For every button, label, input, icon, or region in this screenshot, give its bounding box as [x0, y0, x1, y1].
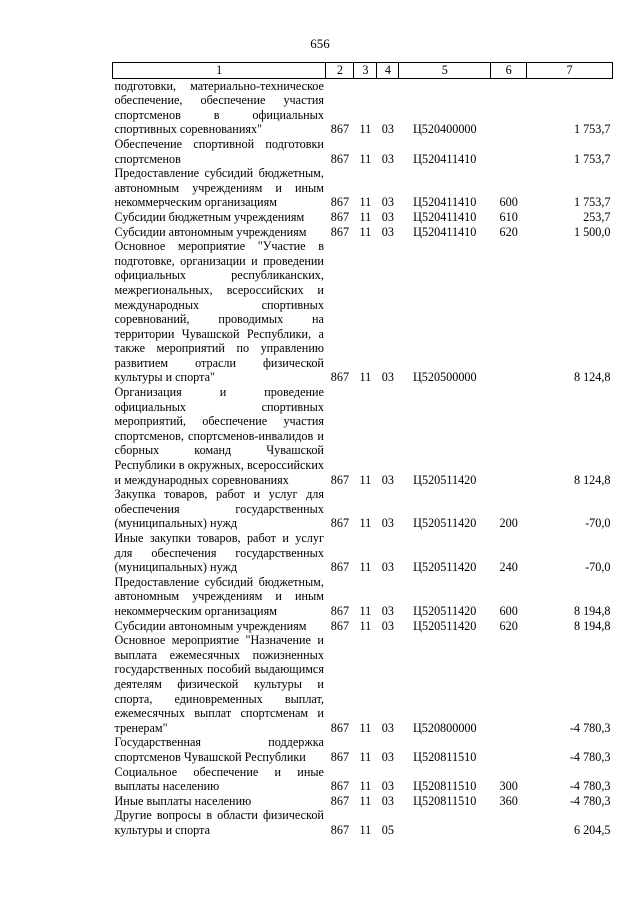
- row-subsection-code: 03: [381, 516, 394, 531]
- table-header: [113, 63, 613, 79]
- row-amount: 8 124,8: [573, 472, 611, 487]
- row-name: Предоставление субсидий бюджетным, автономным учреждениям и иным некоммерческим организациям: [114, 574, 324, 618]
- table-row: [113, 239, 613, 385]
- table-row: [113, 575, 613, 619]
- row-name: Основное мероприятие "Назначение и выплата ежемесячных пожизненных государственных пособий выдающимся деятелям физической культуры и спорта, единовременных выплат, ежемесячных выплат спортсменам и тренерам": [114, 633, 324, 735]
- table-row: [113, 385, 613, 487]
- row-target-article: Ц520511420: [413, 618, 477, 633]
- table-row: [113, 487, 613, 531]
- row-section-code: 11: [359, 618, 372, 633]
- row-name: Обеспечение спортивной подготовки спортсменов: [114, 136, 324, 166]
- row-grbs-code: 867: [330, 209, 350, 224]
- table-row: [113, 137, 613, 166]
- row-expense-type: 620: [499, 224, 518, 239]
- row-target-article: Ц520511420: [413, 603, 477, 618]
- row-amount: 8 124,8: [573, 370, 611, 385]
- row-target-article: Ц520500000: [412, 370, 477, 385]
- row-amount: -4 780,3: [569, 749, 611, 764]
- row-grbs-code: 867: [330, 195, 350, 210]
- row-expense-type: [491, 137, 527, 166]
- row-subsection-code: 03: [381, 720, 394, 735]
- row-expense-type: [491, 633, 527, 735]
- page-number: 656: [310, 36, 330, 51]
- row-name: Субсидии автономным учреждениям: [114, 618, 307, 633]
- row-subsection-code: 03: [381, 603, 394, 618]
- table-row: [113, 794, 613, 809]
- row-grbs-code: 867: [330, 224, 350, 239]
- table-row: [113, 225, 613, 240]
- row-target-article: [399, 808, 491, 837]
- table-row: [113, 808, 613, 837]
- row-amount: 8 194,8: [573, 618, 611, 633]
- row-subsection-code: 03: [381, 151, 394, 166]
- row-subsection-code: 03: [381, 560, 394, 575]
- row-subsection-code: 03: [381, 370, 394, 385]
- row-subsection-code: 05: [381, 822, 394, 837]
- row-section-code: 11: [359, 209, 372, 224]
- row-target-article: Ц520411410: [413, 195, 477, 210]
- table-row: [113, 619, 613, 634]
- table-row: [113, 531, 613, 575]
- row-section-code: 11: [359, 472, 372, 487]
- header-col-5: 5: [399, 63, 491, 79]
- row-grbs-code: 867: [330, 749, 350, 764]
- row-target-article: Ц520811510: [413, 749, 477, 764]
- row-expense-type: [491, 808, 527, 837]
- row-grbs-code: 867: [330, 560, 350, 575]
- row-subsection-code: 03: [381, 122, 394, 137]
- row-target-article: Ц520511420: [413, 516, 477, 531]
- row-section-code: 11: [359, 516, 372, 531]
- header-col-1: 1: [113, 63, 326, 79]
- row-expense-type: [491, 78, 527, 137]
- row-name: Организация и проведение официальных спортивных мероприятий, обеспечение участия спортсменов, спортсменов-инвалидов и сборных команд Чувашской Республики в окружных, всероссийских и международных соревнованиях: [114, 385, 324, 487]
- row-section-code: 11: [359, 122, 372, 137]
- row-target-article: Ц520411410: [413, 151, 477, 166]
- row-amount: 1 753,7: [573, 195, 611, 210]
- row-expense-type: 610: [499, 209, 518, 224]
- row-target-article: Ц520800000: [412, 720, 477, 735]
- row-expense-type: [491, 385, 527, 487]
- row-subsection-code: 03: [381, 779, 394, 794]
- table-row: [113, 166, 613, 210]
- row-grbs-code: 867: [330, 151, 350, 166]
- row-grbs-code: 867: [330, 603, 350, 618]
- row-name: подготовки, материально-техническое обеспечение, обеспечение участия спортсменов в официальных спортивных соревнованиях": [114, 78, 324, 137]
- row-subsection-code: 03: [381, 209, 394, 224]
- row-section-code: 11: [359, 822, 372, 837]
- header-col-3: 3: [354, 63, 377, 79]
- table-row: [113, 735, 613, 764]
- row-target-article: Ц520511420: [413, 560, 477, 575]
- row-grbs-code: 867: [330, 618, 350, 633]
- row-section-code: 11: [359, 151, 372, 166]
- row-amount: 1 753,7: [573, 122, 611, 137]
- row-amount: 1 753,7: [573, 151, 611, 166]
- row-grbs-code: 867: [330, 370, 350, 385]
- row-expense-type: 240: [499, 560, 518, 575]
- budget-table: [112, 62, 613, 837]
- row-target-article: Ц520811510: [413, 793, 477, 808]
- row-amount: -4 780,3: [569, 720, 611, 735]
- row-grbs-code: 867: [330, 472, 350, 487]
- row-amount: 8 194,8: [573, 603, 611, 618]
- header-col-7: 7: [527, 63, 613, 79]
- table-body: [113, 78, 613, 837]
- row-amount: -4 780,3: [569, 793, 611, 808]
- row-target-article: Ц520811510: [413, 779, 477, 794]
- row-section-code: 11: [359, 224, 372, 239]
- row-subsection-code: 03: [381, 618, 394, 633]
- row-amount: -70,0: [585, 516, 611, 531]
- row-name: Субсидии бюджетным учреждениям: [114, 209, 305, 224]
- row-section-code: 11: [359, 749, 372, 764]
- row-section-code: 11: [359, 779, 372, 794]
- row-name: Закупка товаров, работ и услуг для обеспечения государственных (муниципальных) нужд: [114, 487, 324, 531]
- row-name: Предоставление субсидий бюджетным, автономным учреждениям и иным некоммерческим организациям: [114, 166, 324, 210]
- row-target-article: Ц520411410: [413, 224, 477, 239]
- row-grbs-code: 867: [330, 779, 350, 794]
- row-amount: 253,7: [583, 209, 611, 224]
- row-name: Государственная поддержка спортсменов Чувашской Республики: [114, 735, 324, 764]
- row-expense-type: 600: [499, 603, 518, 618]
- row-amount: 1 500,0: [573, 224, 611, 239]
- header-col-2: 2: [326, 63, 354, 79]
- row-name: Основное мероприятие "Участие в подготовке, организации и проведении официальных республиканских, межрегиональных, всероссийских и международных спортивных соревнований, проводимых на территории Чувашской Республики, а также мероприятий по управлению развитием отрасли физической культуры и спорта": [114, 239, 324, 385]
- row-name: Другие вопросы в области физической культуры и спорта: [114, 808, 324, 837]
- row-section-code: 11: [359, 560, 372, 575]
- row-name: Иные закупки товаров, работ и услуг для обеспечения государственных (муниципальных) нужд: [114, 531, 324, 575]
- table-row: [113, 210, 613, 225]
- row-name: Социальное обеспечение и иные выплаты населению: [114, 764, 324, 794]
- row-section-code: 11: [359, 603, 372, 618]
- row-subsection-code: 03: [381, 195, 394, 210]
- row-expense-type: 300: [499, 779, 518, 794]
- table-row: [113, 78, 613, 137]
- header-col-4: 4: [377, 63, 399, 79]
- row-section-code: 11: [359, 195, 372, 210]
- row-expense-type: 600: [499, 195, 518, 210]
- row-amount: -4 780,3: [569, 779, 611, 794]
- row-section-code: 11: [359, 720, 372, 735]
- row-target-article: Ц520511420: [413, 472, 477, 487]
- row-grbs-code: 867: [330, 793, 350, 808]
- row-target-article: Ц520400000: [412, 122, 477, 137]
- row-name: Иные выплаты населению: [114, 793, 252, 808]
- row-grbs-code: 867: [330, 516, 350, 531]
- row-grbs-code: 867: [330, 122, 350, 137]
- row-expense-type: [491, 239, 527, 385]
- table-row: [113, 765, 613, 794]
- row-subsection-code: 03: [381, 749, 394, 764]
- row-section-code: 11: [359, 793, 372, 808]
- row-grbs-code: 867: [330, 822, 350, 837]
- header-col-6: 6: [491, 63, 527, 79]
- row-subsection-code: 03: [381, 472, 394, 487]
- row-expense-type: 620: [499, 618, 518, 633]
- table-row: [113, 633, 613, 735]
- row-name: Субсидии автономным учреждениям: [114, 224, 307, 239]
- row-section-code: 11: [359, 370, 372, 385]
- header-row: [113, 63, 613, 79]
- row-expense-type: 360: [499, 793, 518, 808]
- row-expense-type: [491, 735, 527, 764]
- row-expense-type: 200: [499, 516, 518, 531]
- row-subsection-code: 03: [381, 793, 394, 808]
- row-amount: -70,0: [585, 560, 611, 575]
- row-amount: 6 204,5: [573, 822, 611, 837]
- row-grbs-code: 867: [330, 720, 350, 735]
- row-target-article: Ц520411410: [413, 209, 477, 224]
- row-subsection-code: 03: [381, 224, 394, 239]
